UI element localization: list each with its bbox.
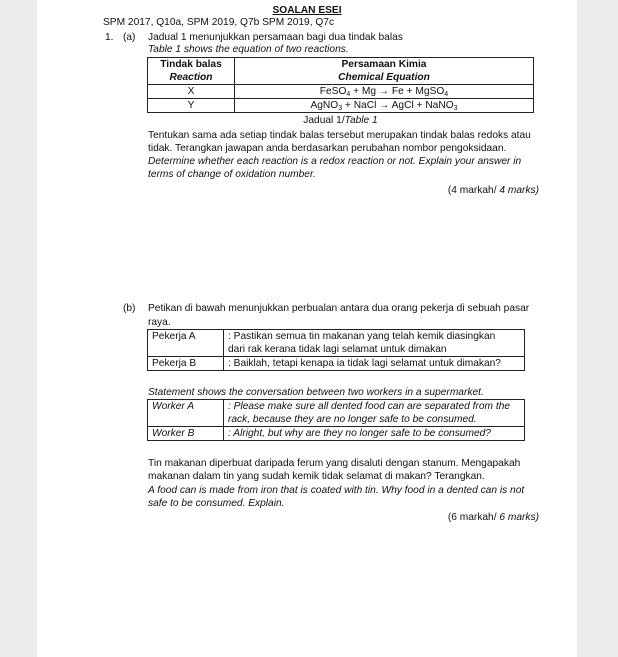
question-number: 1. — [105, 32, 114, 43]
statement-en: Statement shows the conversation between two workers in a supermarket. — [148, 387, 484, 398]
table-row — [148, 330, 525, 357]
part-b-question-ms-1: Tin makanan diperbuat daripada ferum yang disaluti dengan stanum. Mengapakah — [148, 458, 521, 469]
table-row — [148, 400, 525, 427]
part-b-question-en-2: safe to be consumed. Explain. — [148, 498, 285, 509]
part-a-intro-ms: Jadual 1 menunjukkan persamaan bagi dua tindak balas — [148, 32, 403, 43]
part-b-label: (b) — [123, 303, 136, 314]
part-a-intro-en: Table 1 shows the equation of two reactions. — [148, 44, 349, 55]
part-b-question-ms-2: makanan dalam tin yang sudah kemik tidak selamat di makan? Terangkan. — [148, 471, 485, 482]
header-reaction: Tindak balas Reaction — [148, 58, 235, 85]
chemical-equation: FeSO$_4$ + Mg → Fe + MgSO$_4$ — [235, 85, 534, 99]
speaker-cell: Worker A — [148, 400, 224, 427]
table-row — [148, 427, 525, 441]
part-a-marks: (4 markah/ 4 marks) — [447, 185, 539, 196]
part-b-intro-ms-1: Petikan di bawah menunjukkan perbualan antara dua orang pekerja di sebuah pasar — [148, 303, 530, 314]
speaker-cell: Pekerja B — [148, 357, 224, 371]
dialogue-cell: : Pastikan semua tin makanan yang telah kemik diasingkan dari rak kerana tidak lagi selamat untuk dimakan — [224, 330, 525, 357]
table-row — [148, 99, 534, 113]
table-row — [148, 357, 525, 371]
conversation-table-ms — [147, 329, 525, 371]
document-page — [37, 0, 577, 657]
question-references: SPM 2017, Q10a, SPM 2019, Q7b SPM 2019, Q7c — [103, 17, 335, 28]
part-a-question-en-2: terms of change of oxidation number. — [148, 169, 316, 180]
part-b-intro-ms-2: raya. — [148, 317, 171, 328]
table-header-row — [148, 58, 534, 85]
part-a-question-ms-2: tidak. Terangkan jawapan anda berdasarkan perubahan nombor pengoksidaan. — [148, 143, 507, 154]
part-b-marks: (6 markah/ 6 marks) — [447, 512, 539, 523]
table-caption: Jadual 1/Table 1 — [303, 115, 378, 126]
dialogue-cell: : Please make sure all dented food can are separated from the rack, because they are no longer safe to be consumed. — [224, 400, 525, 427]
part-a-question-ms-1: Tentukan sama ada setiap tindak balas tersebut merupakan tindak balas redoks atau — [148, 130, 531, 141]
reaction-table — [147, 57, 534, 113]
conversation-table-en — [147, 399, 525, 441]
part-a-label: (a) — [123, 32, 136, 43]
header-equation: Persamaan Kimia Chemical Equation — [235, 58, 534, 85]
speaker-cell: Worker B — [148, 427, 224, 441]
chemical-equation: AgNO$_3$ + NaCl → AgCl + NaNO$_3$ — [235, 99, 534, 113]
reaction-label: X — [148, 85, 235, 99]
reaction-label: Y — [148, 99, 235, 113]
page-title: SOALAN ESEI — [272, 5, 342, 16]
part-a-question-en-1: Determine whether each reaction is a redox reaction or not. Explain your answer in — [148, 156, 522, 167]
table-row — [148, 85, 534, 99]
dialogue-cell: : Baiklah, tetapi kenapa ia tidak lagi selamat untuk dimakan? — [224, 357, 525, 371]
speaker-cell: Pekerja A — [148, 330, 224, 357]
part-b-question-en-1: A food can is made from iron that is coated with tin. Why food in a dented can is not — [148, 485, 525, 496]
dialogue-cell: : Alright, but why are they no longer safe to be consumed? — [224, 427, 525, 441]
